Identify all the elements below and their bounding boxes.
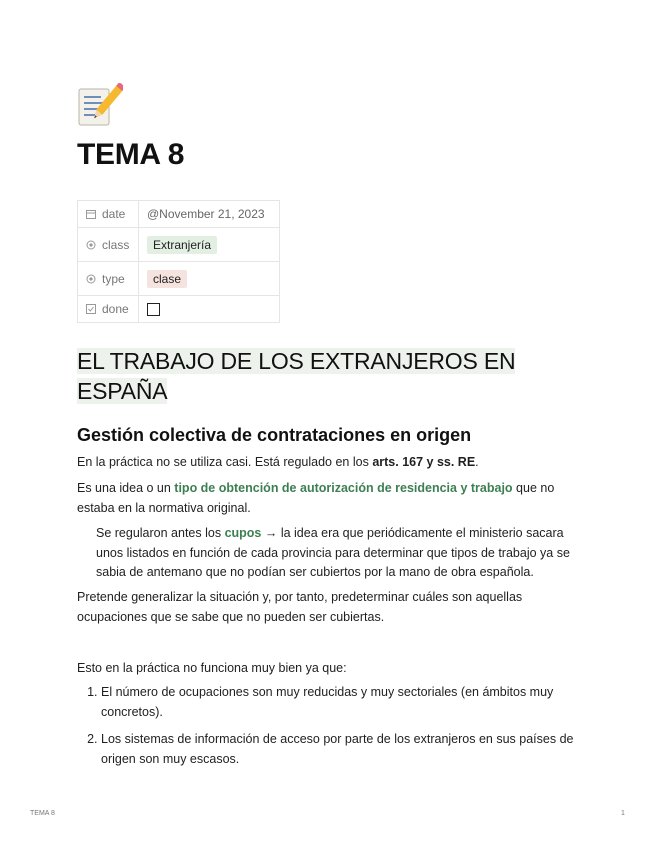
properties-table (77, 200, 280, 323)
list-item: 2. Los sistemas de información de acceso por parte de los extranjeros en sus países de origen son muy escasos. (101, 730, 601, 769)
inline-link[interactable]: tipo de obtención de autorización de residencia y trabajo (174, 481, 513, 495)
memo-emoji-icon (77, 83, 123, 129)
property-row-date (78, 201, 280, 228)
property-row-done (78, 296, 280, 323)
paragraph: Esto en la práctica no funciona muy bien ya que: (77, 661, 347, 675)
section-heading: EL TRABAJO DE LOS EXTRANJEROS EN ESPAÑA (77, 348, 516, 404)
date-value[interactable]: @November 21, 2023 (147, 207, 265, 221)
page-title: TEMA 8 (77, 138, 185, 171)
list-item: 1. El número de ocupaciones son muy reducidas y muy sectoriales (en ámbitos muy concretos). (101, 683, 601, 722)
type-tag[interactable]: clase (147, 270, 187, 288)
numbered-list (77, 683, 601, 777)
property-row-class (78, 228, 280, 262)
paragraph: Es una idea o un tipo de obtención de autorización de residencia y trabajo que no estaba en la normativa original. (77, 481, 555, 515)
calendar-icon (86, 208, 96, 218)
property-key: done (102, 302, 129, 316)
property-key: class (102, 237, 130, 252)
property-key: date (102, 207, 126, 221)
done-checkbox[interactable] (147, 303, 160, 316)
footer-title: TEMA 8 (30, 810, 55, 817)
page-number: 1 (621, 810, 625, 817)
indented-paragraph: Se regularon antes los cupos → la idea era que periódicamente el ministerio sacara unos listados en función de cada provincia para determinar que tipos de trabajo ya se sabia de antemano que no podían ser cubiertos por la mano de obra española. (96, 526, 570, 579)
paragraph: En la práctica no se utiliza casi. Está regulado en los arts. 167 y ss. RE. (77, 455, 479, 469)
class-tag[interactable]: Extranjería (147, 236, 217, 254)
property-key: type (102, 271, 125, 286)
select-icon (86, 273, 96, 283)
inline-link[interactable]: cupos (224, 526, 262, 540)
subsection-heading: Gestión colectiva de contrataciones en origen (77, 425, 472, 445)
paragraph: Pretende generalizar la situación y, por tanto, predeterminar cuáles son aquellas ocupaciones que se sabe que no pueden ser cubiertas. (77, 590, 523, 624)
checkbox-icon (86, 303, 96, 313)
select-icon (86, 239, 96, 249)
property-row-type (78, 262, 280, 296)
